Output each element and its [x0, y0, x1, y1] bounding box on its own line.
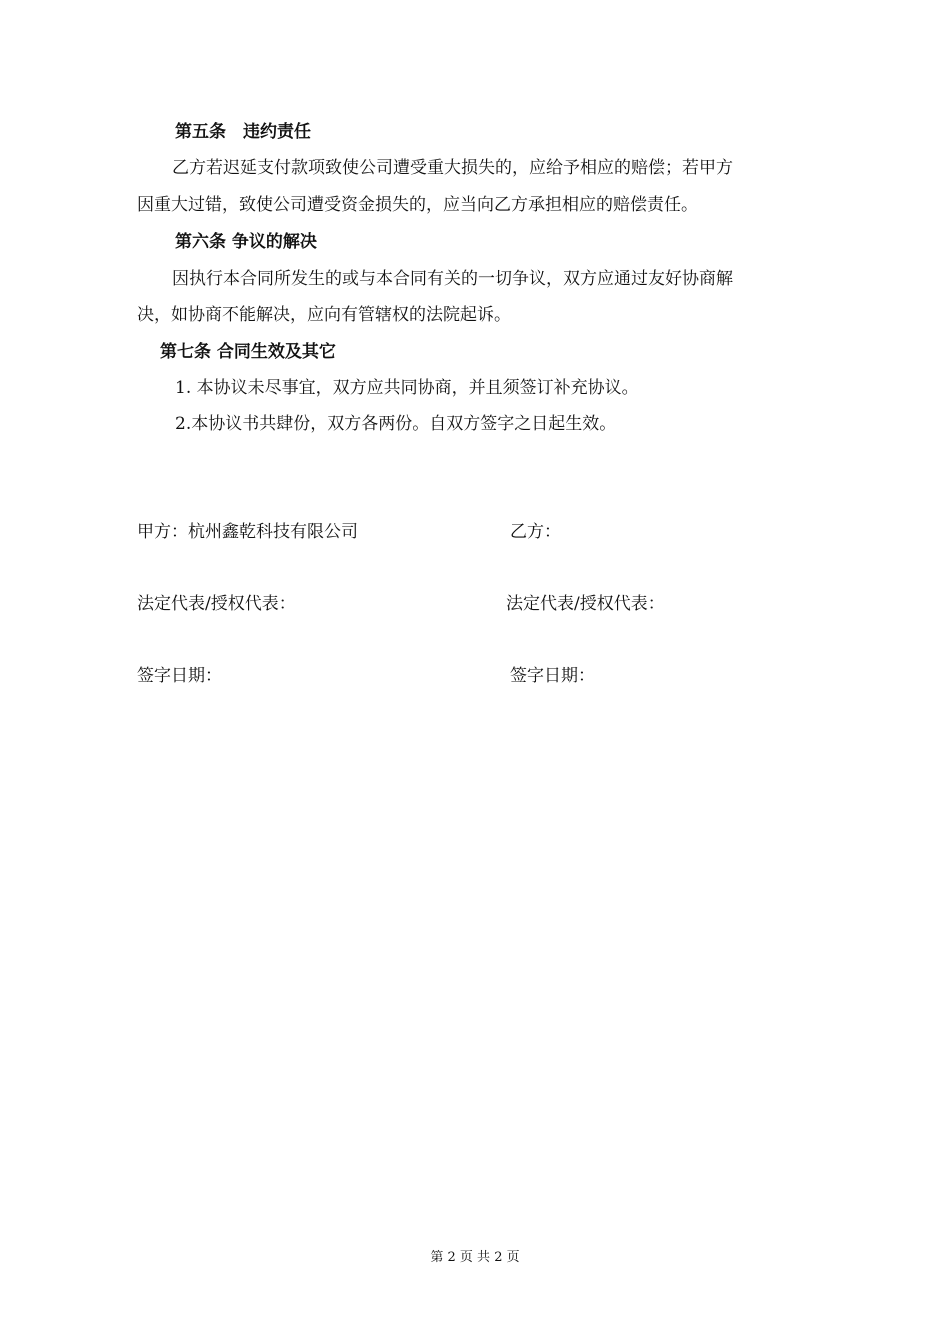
- article-5-line-2: 因重大过错，致使公司遭受资金损失的，应当向乙方承担相应的赔偿责任。: [137, 195, 698, 215]
- party-b-representative: 法定代表/授权代表：: [506, 594, 665, 614]
- party-a-sign-date: 签字日期：: [137, 666, 222, 686]
- article-6-line-2: 决，如协商不能解决，应向有管辖权的法院起诉。: [137, 305, 511, 325]
- article-7-item-1: 1. 本协议未尽事宜，双方应共同协商，并且须签订补充协议。: [175, 378, 639, 398]
- article-6-heading: 第六条 争议的解决: [175, 232, 317, 252]
- party-a-representative: 法定代表/授权代表：: [137, 594, 296, 614]
- article-7-item-2: 2.本协议书共肆份，双方各两份。自双方签字之日起生效。: [175, 414, 617, 434]
- article-7-heading: 第七条 合同生效及其它: [160, 342, 336, 362]
- party-a-name: 甲方：杭州鑫乾科技有限公司: [137, 522, 358, 542]
- party-b-name: 乙方：: [510, 522, 561, 542]
- page-number-footer: 第 2 页 共 2 页: [430, 1250, 520, 1265]
- article-5-heading: 第五条 违约责任: [175, 122, 311, 142]
- article-6-line-1: 因执行本合同所发生的或与本合同有关的一切争议，双方应通过友好协商解: [172, 269, 733, 289]
- article-5-line-1: 乙方若迟延支付款项致使公司遭受重大损失的，应给予相应的赔偿；若甲方: [172, 158, 733, 178]
- party-b-sign-date: 签字日期：: [510, 666, 595, 686]
